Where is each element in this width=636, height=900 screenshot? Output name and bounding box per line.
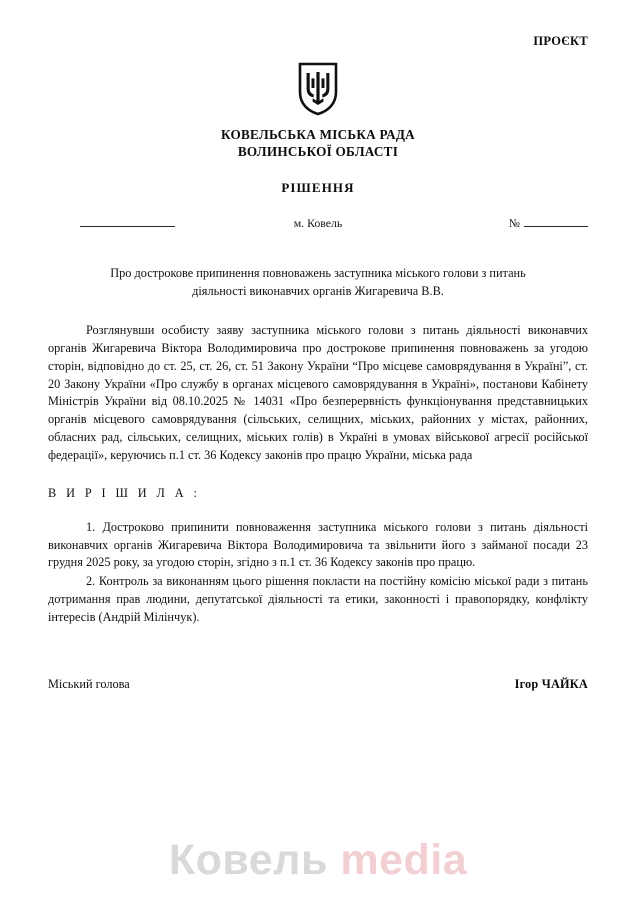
draft-stamp-row: [48, 0, 588, 50]
signature-block: [48, 677, 588, 692]
document-type-title: РІШЕННЯ: [281, 180, 355, 196]
document-date-field: [48, 216, 218, 231]
document-body: [48, 322, 588, 627]
signatory-name: Ігор ЧАЙКА: [514, 676, 588, 691]
resolved-label: В И Р І Ш И Л А :: [48, 485, 201, 500]
decision-item-1: 1. Достроково припинити повноваження заступника міського голови з питань діяльності виконавчих органів Жигаревича Віктора Володимировича та звільнити його з займаної посади 23 грудня 2025 року, за угодою сторін, згідно з п.1 ст. 36 Кодексу законів про працю.: [48, 519, 588, 570]
document-city: м. Ковель: [293, 216, 343, 231]
organization-heading: [48, 127, 588, 160]
organization-name-line1: КОВЕЛЬСЬКА МІСЬКА РАДА: [221, 127, 415, 142]
decision-items: [48, 519, 588, 627]
signatory-title: Міський голова: [48, 676, 130, 691]
coat-of-arms-block: [48, 62, 588, 116]
watermark: [0, 836, 636, 884]
ukrainian-trident-coat-of-arms-icon: [298, 62, 338, 116]
decision-item-2: 2. Контроль за виконанням цього рішення покласти на постійну комісію міської ради з питань дотримання прав людини, депутатської діяльності та етики, законності і правопорядку, конфлікту інтересів (Андрій Мілінчук).: [48, 574, 588, 624]
number-blank-rule: [524, 217, 588, 227]
watermark-text-accent: media: [340, 836, 468, 884]
document-number-field: [418, 216, 588, 231]
organization-name-line2: ВОЛИНСЬКОЇ ОБЛАСТІ: [237, 143, 399, 159]
preamble-paragraph: Розглянувши особисту заяву заступника міського голови з питань діяльності виконавчих органів Жигаревича Віктора Володимировича про дострокове припинення повноважень за угодою сторін, відповідно до ст. 25, ст. 26, ст. 51 Закону України “Про місцеве самоврядування в Україні”, ст. 20 Закону України «Про службу в органах місцевого самоврядування в Україні», постанови Кабінету Міністрів України від 08.10.2025 № 14031 «Про безперервність функціонування представницьких органів місцевого самоврядування (сільських, селищних, міських, районних у містах, районних, обласних рад, сільських, селищних, міських голів) в Україні в умовах військової агресії російської федерації», керуючись п.1 ст. 36 Кодексу законів про працю України, міська рада: [48, 323, 588, 462]
draft-stamp-label: ПРОЄКТ: [533, 34, 588, 48]
document-meta-row: [48, 216, 588, 231]
document-number-label: №: [508, 216, 520, 231]
watermark-text-primary: Ковель: [168, 836, 341, 884]
document-subject: Про дострокове припинення повноважень заступника міського голови з питань діяльності виконавчих органів Жигаревича В.В.: [110, 266, 526, 298]
date-blank-rule: [80, 217, 175, 227]
